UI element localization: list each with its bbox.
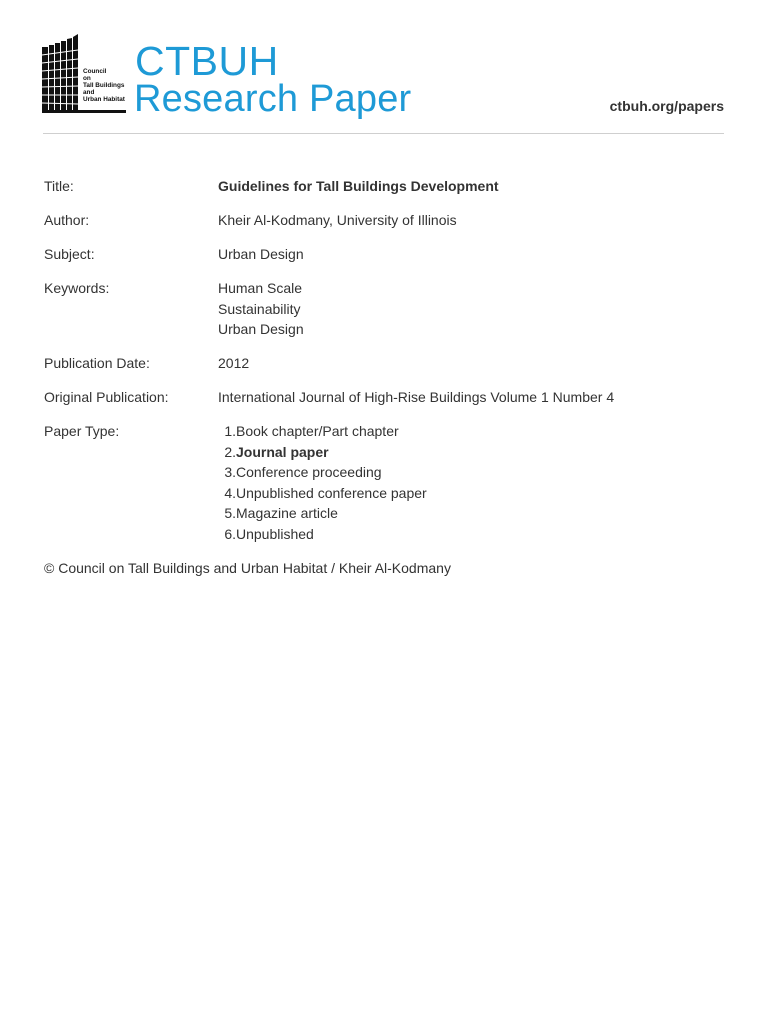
author-label: Author: — [44, 212, 90, 228]
paper-type-text: Unpublished conference paper — [236, 484, 427, 501]
paper-type-text: Book chapter/Part chapter — [236, 423, 399, 439]
original-publication-value: International Journal of High-Rise Buildings Volume 1 Number 4 — [218, 389, 615, 405]
logo-caption-line: and — [83, 89, 95, 96]
header-divider — [43, 133, 724, 134]
paper-type-option — [218, 462, 724, 483]
keyword-item: Human Scale — [218, 280, 303, 296]
paper-type-option — [218, 524, 724, 545]
paper-type-text: Magazine article — [236, 505, 338, 521]
author-row — [44, 210, 724, 231]
subject-value: Urban Design — [218, 246, 304, 262]
original-publication-row — [44, 387, 724, 408]
paper-type-number: 3. — [224, 464, 236, 480]
subject-label: Subject: — [44, 246, 95, 262]
paper-type-number: 5. — [224, 505, 236, 521]
paper-type-text: Conference proceeding — [236, 464, 382, 480]
paper-type-option — [218, 421, 724, 442]
paper-type-option — [218, 503, 724, 524]
paper-type-text: Unpublished — [236, 525, 314, 542]
paper-type-number: 2. — [224, 443, 236, 460]
original-publication-label: Original Publication: — [44, 389, 169, 405]
papers-link[interactable]: ctbuh.org/papers — [609, 98, 724, 114]
keyword-item: Urban Design — [218, 321, 304, 337]
subject-row — [44, 244, 724, 265]
logo-caption-line: Council — [83, 68, 107, 75]
document-header — [0, 0, 768, 135]
title-row — [44, 176, 724, 197]
logo-caption-line: Urban Habitat — [83, 96, 125, 103]
author-value: Kheir Al-Kodmany, University of Illinois — [218, 212, 457, 228]
logo-caption-line: Tall Buildings — [83, 82, 125, 89]
publication-date-row — [44, 353, 724, 374]
paper-type-text: Journal paper — [236, 443, 329, 460]
paper-type-number: 4. — [224, 484, 236, 501]
publication-date-value: 2012 — [218, 355, 250, 371]
paper-type-option-selected — [218, 442, 724, 463]
brand-subtitle: Research Paper — [134, 78, 412, 120]
logo-caption-line: on — [83, 75, 91, 82]
title-label: Title: — [44, 178, 74, 194]
keywords-label: Keywords: — [44, 280, 110, 296]
title-value: Guidelines for Tall Buildings Development — [218, 178, 499, 194]
copyright-notice: © Council on Tall Buildings and Urban Habitat / Kheir Al-Kodmany — [44, 560, 451, 576]
keywords-row — [44, 278, 724, 340]
paper-metadata — [44, 176, 724, 579]
paper-type-option — [218, 483, 724, 504]
paper-type-number: 1. — [224, 423, 236, 439]
keywords-list — [218, 278, 724, 340]
paper-type-number: 6. — [224, 525, 236, 542]
publication-date-label: Publication Date: — [44, 355, 150, 371]
paper-type-row — [44, 421, 724, 544]
keyword-item: Sustainability — [218, 300, 301, 317]
paper-type-label: Paper Type: — [44, 423, 120, 439]
brand-title: CTBUH — [135, 38, 279, 84]
paper-type-options — [218, 421, 724, 544]
